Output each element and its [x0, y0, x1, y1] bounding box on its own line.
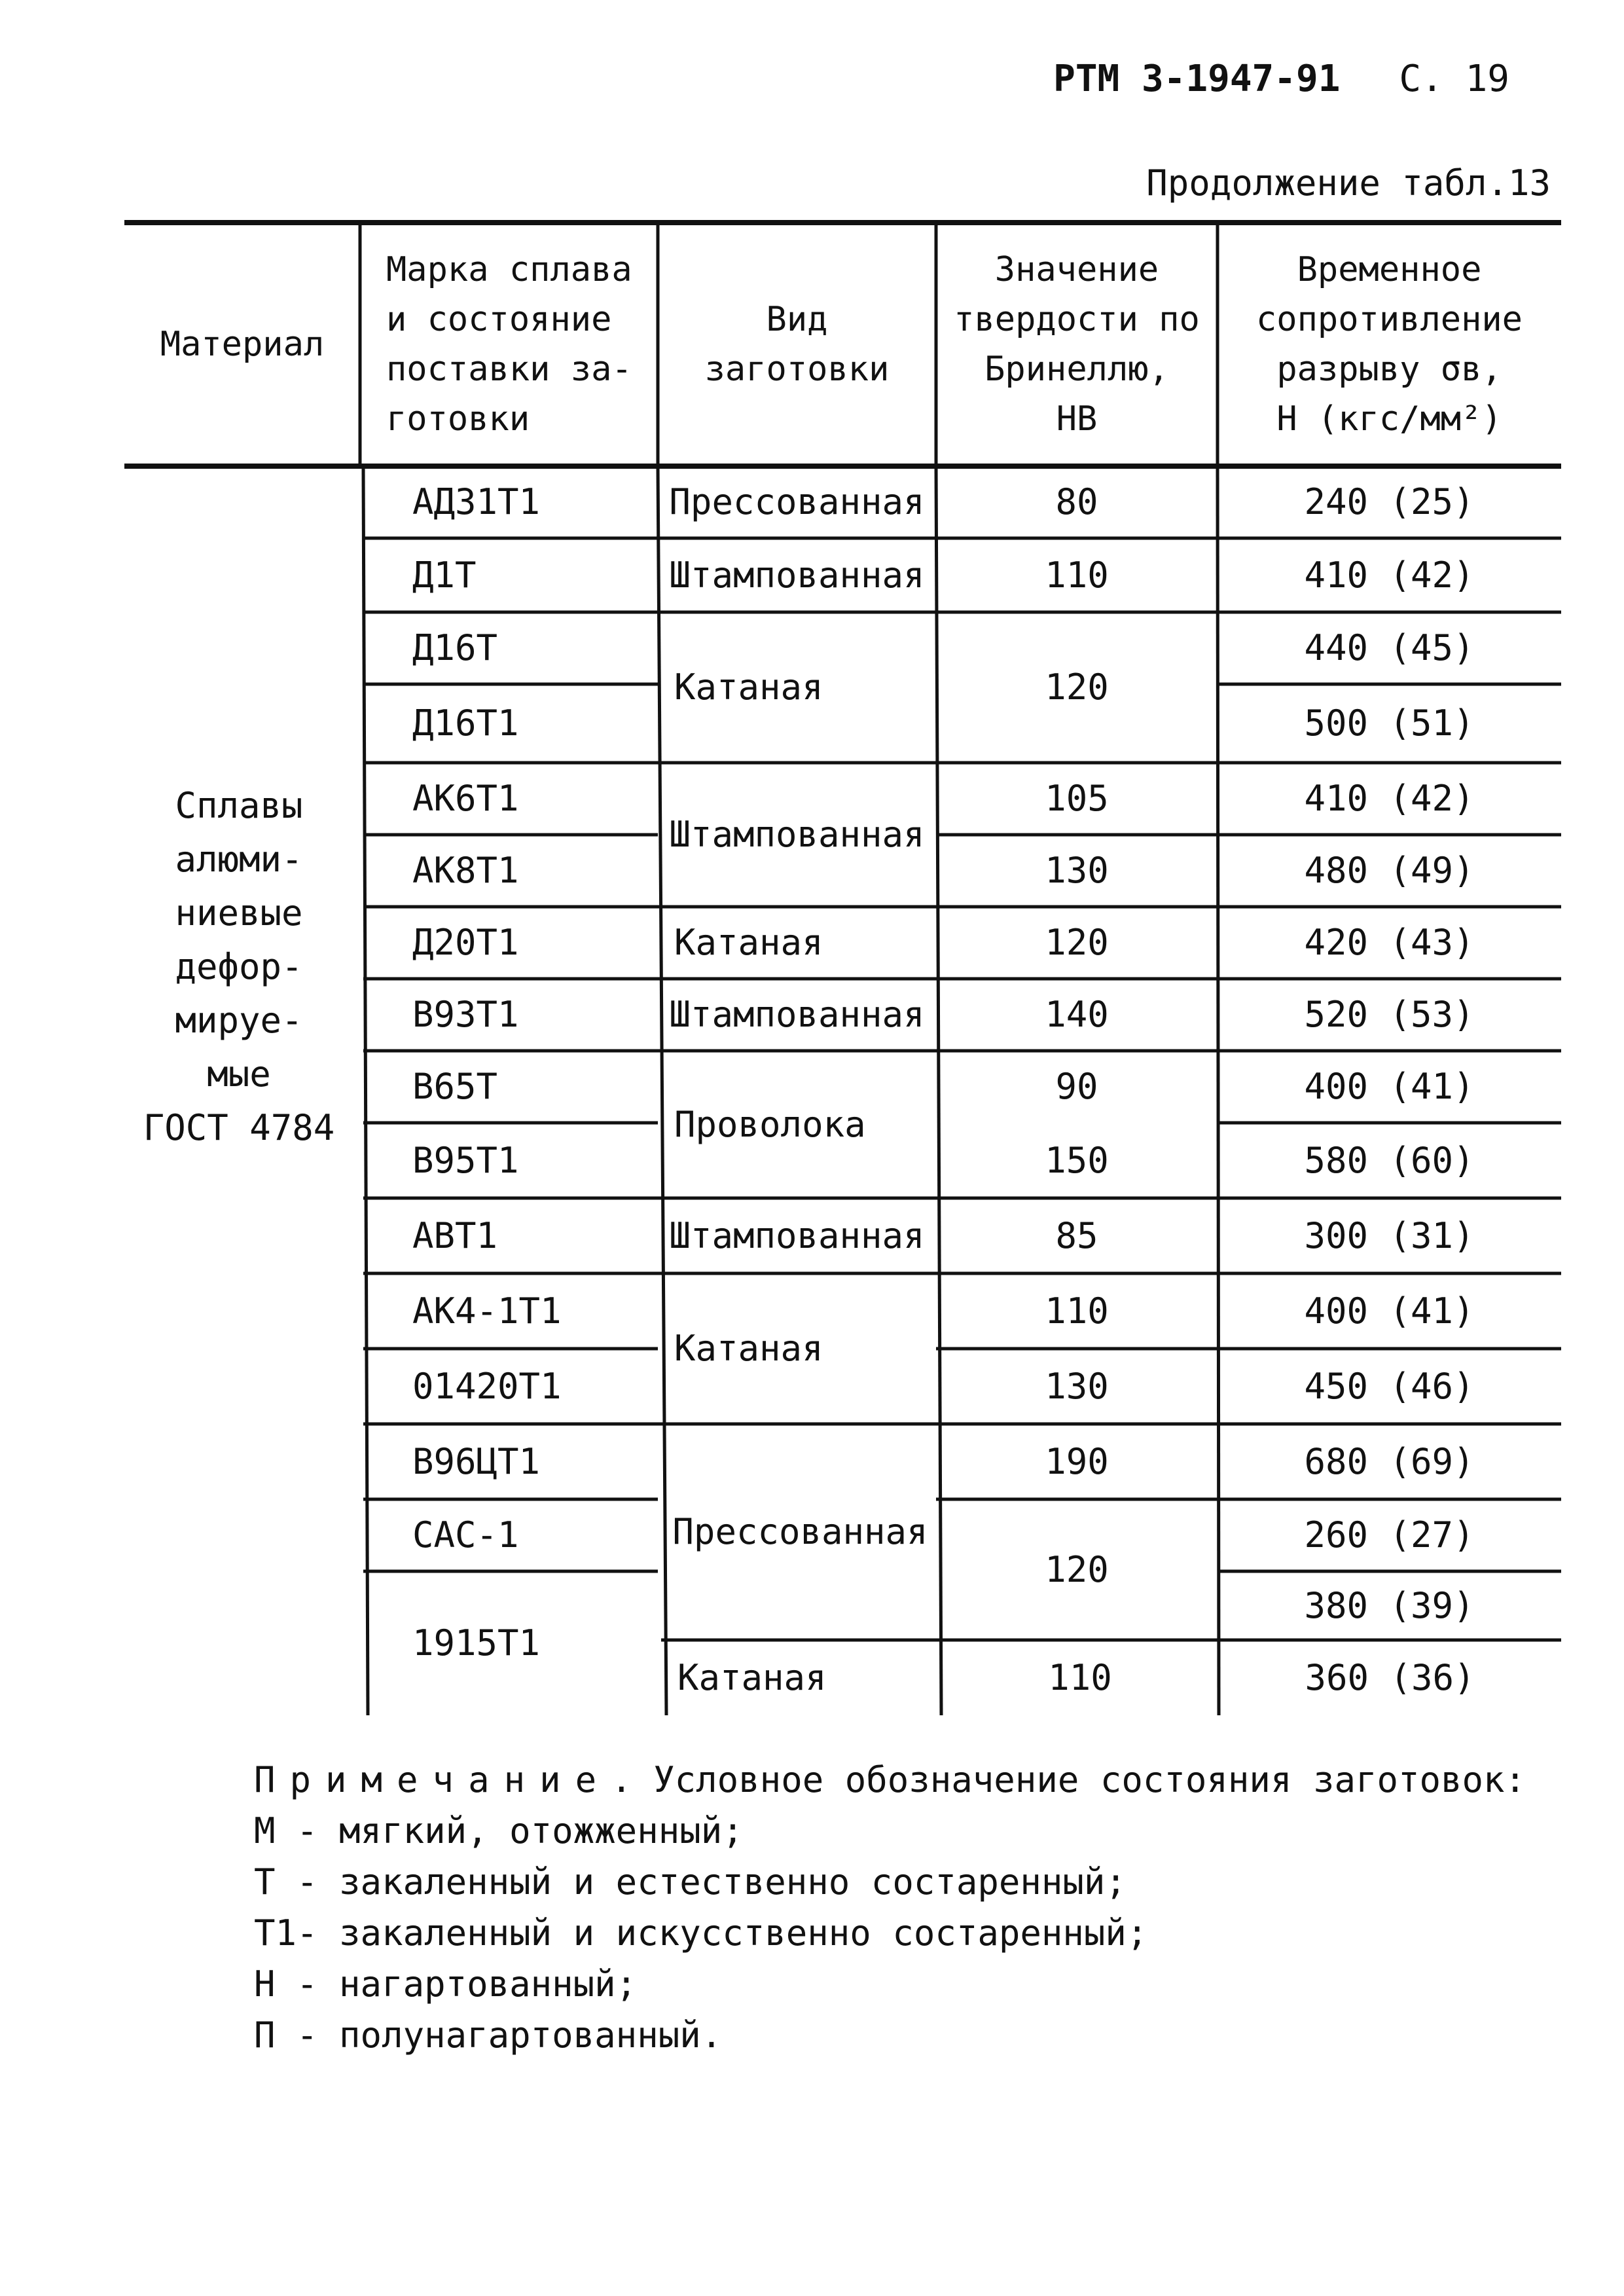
hardness-cell: 85: [1055, 1214, 1098, 1256]
material-cell: Сплавы алюми- ниевые дефор- мируе- мые ГОСТ 4784: [143, 785, 335, 1148]
strength-cell: 410 (42): [1304, 554, 1475, 596]
hardness-cell: 105: [1045, 778, 1109, 819]
blank-type-cell: Проволока: [674, 1103, 866, 1145]
grade-cell: Д20Т1: [412, 922, 519, 963]
grade-cell: В93Т1: [412, 994, 519, 1035]
note-item: Т - закаленный и естественно состаренный;: [254, 1861, 1127, 1903]
strength-cell: 440 (45): [1304, 627, 1475, 668]
note: [254, 1755, 1526, 2061]
blank-type-cell: Прессованная: [669, 481, 925, 522]
doc-code: РТМ 3-1947-91: [1053, 58, 1341, 100]
strength-cell: 300 (31): [1304, 1214, 1475, 1256]
blank-type-cell: Прессованная: [672, 1511, 928, 1552]
strength-cell: 680 (69): [1304, 1440, 1475, 1482]
grade-cell: В96ЦТ1: [412, 1440, 541, 1482]
hardness-cell: 120: [1045, 666, 1109, 708]
blank-type-cell: Катаная: [674, 922, 823, 963]
hardness-cell: 130: [1045, 1365, 1109, 1407]
strength-cell: 420 (43): [1304, 922, 1475, 963]
strength-cell: 450 (46): [1304, 1365, 1475, 1407]
blank-type-cell: Штампованная: [669, 814, 925, 855]
col-header-hardness: Значение твердости по Бринеллю, НВ: [954, 250, 1200, 439]
note-item: Т1- закаленный и искусственно состаренный;: [254, 1912, 1148, 1954]
col-header-material: Материал: [160, 325, 325, 364]
hardness-cell: 190: [1045, 1440, 1109, 1482]
hardness-cell: 120: [1045, 922, 1109, 963]
grade-cell: АК8Т1: [412, 850, 519, 891]
grade-cell: АК6Т1: [412, 778, 519, 819]
col-header-blank-type: Вид заготовки: [704, 300, 890, 389]
strength-cell: 260 (27): [1304, 1514, 1475, 1556]
note-intro: . Условное обозначение состояния заготовок:: [611, 1759, 1526, 1800]
note-item: М - мягкий, отожженный;: [254, 1810, 744, 1851]
hardness-cell: 140: [1045, 994, 1109, 1035]
table-caption: Продолжение табл.13: [1146, 162, 1551, 204]
blank-type-cell: Штампованная: [669, 554, 925, 596]
note-label: Примечание: [254, 1759, 611, 1800]
grade-cell: АК4-1Т1: [412, 1290, 562, 1332]
strength-cell: 580 (60): [1304, 1139, 1475, 1181]
strength-cell: 400 (41): [1304, 1290, 1475, 1332]
blank-type-cell: Катаная: [674, 1328, 823, 1369]
strength-cell: 380 (39): [1304, 1584, 1475, 1626]
strength-cell: 480 (49): [1304, 850, 1475, 891]
grade-cell: В65Т: [412, 1066, 498, 1107]
grade-cell: Д1Т: [412, 554, 477, 596]
hardness-cell: 110: [1048, 1656, 1112, 1698]
note-item: Н - нагартованный;: [254, 1963, 638, 2005]
note-title: [254, 1755, 1526, 1806]
grade-cell: В95Т1: [412, 1139, 519, 1181]
grade-cell: Д16Т: [412, 627, 498, 668]
grade-cell: 01420Т1: [412, 1365, 562, 1407]
grade-cell: САС-1: [412, 1514, 519, 1556]
note-item: П - полунагартованный.: [254, 2014, 723, 2056]
strength-cell: 520 (53): [1304, 994, 1475, 1035]
col-header-grade: Марка сплава и состояние поставки за- готовки: [386, 250, 632, 439]
grade-cell: АД31Т1: [412, 481, 541, 522]
hardness-cell: 120: [1045, 1548, 1109, 1590]
grade-cell: Д16Т1: [412, 702, 519, 744]
strength-cell: 240 (25): [1304, 481, 1475, 522]
strength-cell: 500 (51): [1304, 702, 1475, 744]
blank-type-cell: Катаная: [677, 1656, 827, 1698]
hardness-cell: 110: [1045, 1290, 1109, 1332]
page-number: С. 19: [1399, 58, 1509, 100]
strength-cell: 410 (42): [1304, 778, 1475, 819]
col-header-strength: Временное сопротивление разрыву σв, Н (кгс/мм²): [1256, 250, 1523, 439]
strength-cell: 400 (41): [1304, 1066, 1475, 1107]
hardness-cell: 110: [1045, 554, 1109, 596]
hardness-cell: 90: [1055, 1066, 1098, 1107]
hardness-cell: 130: [1045, 850, 1109, 891]
strength-cell: 360 (36): [1305, 1656, 1475, 1698]
hardness-cell: 150: [1045, 1139, 1109, 1181]
hardness-cell: 80: [1055, 481, 1098, 522]
blank-type-cell: Штампованная: [669, 1214, 925, 1256]
grade-cell: 1915Т1: [412, 1622, 541, 1664]
grade-cell: АВТ1: [412, 1214, 498, 1256]
blank-type-cell: Катаная: [674, 666, 823, 708]
blank-type-cell: Штампованная: [669, 994, 925, 1035]
